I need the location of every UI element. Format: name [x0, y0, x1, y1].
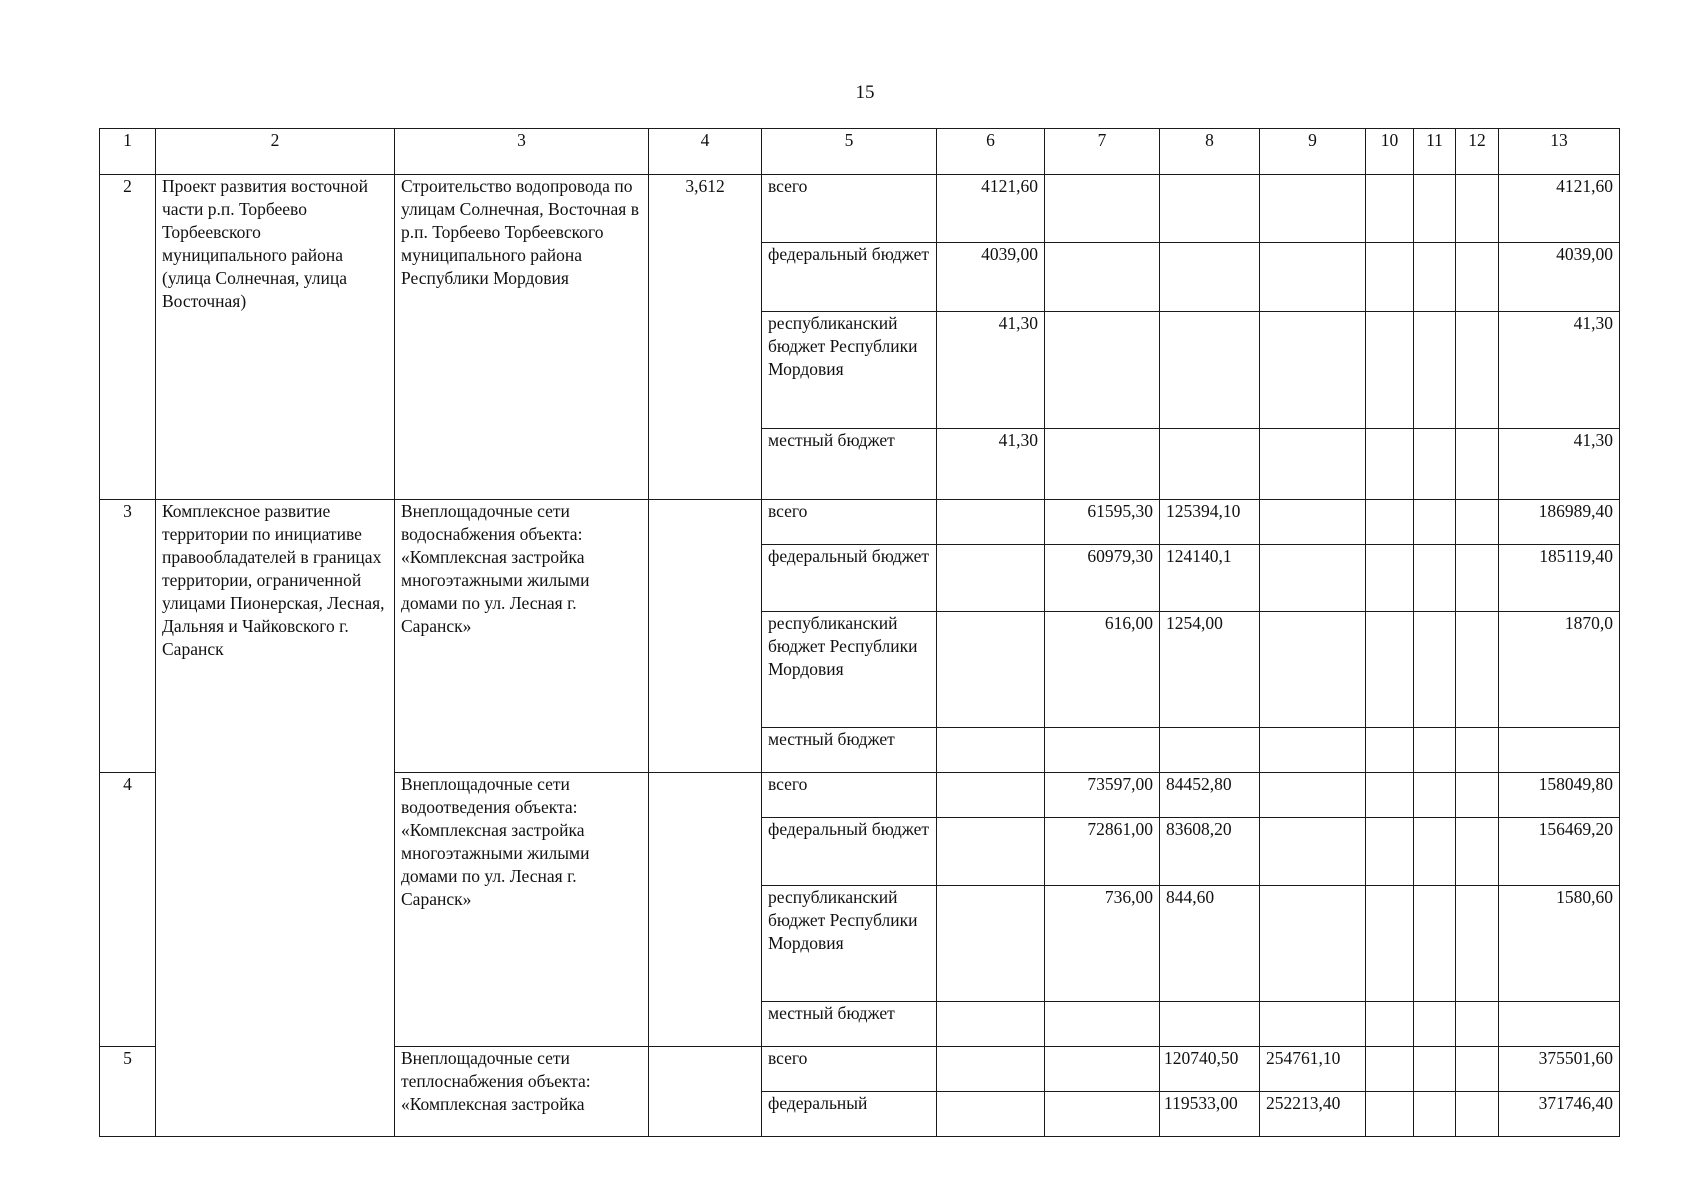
value-cell [937, 1002, 1045, 1047]
empty-cell [1366, 243, 1414, 312]
value-cell [1260, 545, 1366, 612]
empty-cell [1366, 1047, 1414, 1092]
value-cell: 124140,1 [1160, 545, 1260, 612]
header-cell: 13 [1499, 129, 1620, 175]
object-name: Внеплощадочные сети водоснабжения объекта: «Комплексная застройка многоэтажными жилыми домами по ул. Лесная г. Саранск» [395, 500, 649, 773]
total-cell: 4039,00 [1499, 243, 1620, 312]
empty-cell [1366, 728, 1414, 773]
empty-cell [1414, 818, 1456, 886]
funding-source: республиканский бюджет Республики Мордовия [762, 612, 937, 728]
empty-cell [1456, 773, 1499, 818]
funding-source: местный бюджет [762, 728, 937, 773]
funding-source: всего [762, 1047, 937, 1092]
header-cell: 3 [395, 129, 649, 175]
funding-source: республиканский бюджет Республики Мордовия [762, 312, 937, 429]
value-cell: 736,00 [1045, 886, 1160, 1002]
row-number: 2 [100, 175, 156, 500]
value-cell: 4121,60 [937, 175, 1045, 243]
empty-cell [1414, 886, 1456, 1002]
total-cell [1499, 728, 1620, 773]
value-cell: 120740,50 [1160, 1047, 1260, 1092]
empty-cell [1366, 773, 1414, 818]
empty-cell [1414, 429, 1456, 500]
total-cell: 41,30 [1499, 429, 1620, 500]
value-cell [1045, 1002, 1160, 1047]
page-number: 15 [855, 82, 875, 103]
total-cell: 185119,40 [1499, 545, 1620, 612]
value-cell [1260, 500, 1366, 545]
empty-cell [1414, 612, 1456, 728]
empty-cell [1366, 1002, 1414, 1047]
header-cell: 6 [937, 129, 1045, 175]
funding-source: местный бюджет [762, 1002, 937, 1047]
object-name: Внеплощадочные сети теплоснабжения объекта: «Комплексная застройка [395, 1047, 649, 1137]
total-cell [1499, 1002, 1620, 1047]
value-cell: 125394,10 [1160, 500, 1260, 545]
value-cell [1160, 312, 1260, 429]
value-cell: 1254,00 [1160, 612, 1260, 728]
empty-cell [1456, 1047, 1499, 1092]
total-cell: 156469,20 [1499, 818, 1620, 886]
empty-cell [1366, 612, 1414, 728]
header-cell: 8 [1160, 129, 1260, 175]
funding-source: всего [762, 773, 937, 818]
empty-cell [1414, 728, 1456, 773]
length-value [649, 500, 762, 773]
value-cell [1260, 243, 1366, 312]
header-cell: 9 [1260, 129, 1366, 175]
total-cell: 371746,40 [1499, 1092, 1620, 1137]
investment-table [99, 128, 1620, 1137]
empty-cell [1366, 886, 1414, 1002]
value-cell [937, 545, 1045, 612]
value-cell: 616,00 [1045, 612, 1160, 728]
value-cell: 41,30 [937, 312, 1045, 429]
length-value: 3,612 [649, 175, 762, 500]
empty-cell [1456, 1092, 1499, 1137]
empty-cell [1456, 728, 1499, 773]
value-cell [1260, 429, 1366, 500]
header-cell: 11 [1414, 129, 1456, 175]
row-number: 3 [100, 500, 156, 773]
funding-source: республиканский бюджет Республики Мордовия [762, 886, 937, 1002]
value-cell [1260, 728, 1366, 773]
empty-cell [1414, 500, 1456, 545]
empty-cell [1456, 545, 1499, 612]
empty-cell [1456, 612, 1499, 728]
value-cell [1045, 175, 1160, 243]
value-cell: 119533,00 [1160, 1092, 1260, 1137]
value-cell [1045, 429, 1160, 500]
header-cell: 10 [1366, 129, 1414, 175]
value-cell [937, 1047, 1045, 1092]
row-number: 5 [100, 1047, 156, 1137]
total-cell: 186989,40 [1499, 500, 1620, 545]
length-value [649, 773, 762, 1047]
value-cell: 4039,00 [937, 243, 1045, 312]
funding-source: федеральный бюджет [762, 243, 937, 312]
value-cell: 252213,40 [1260, 1092, 1366, 1137]
funding-source: всего [762, 500, 937, 545]
project-name: Проект развития восточной части р.п. Торбеево Торбеевского муниципального района (улица Солнечная, улица Восточная) [156, 175, 395, 500]
value-cell [1045, 1092, 1160, 1137]
value-cell [1160, 175, 1260, 243]
header-cell: 1 [100, 129, 156, 175]
value-cell [1260, 773, 1366, 818]
value-cell [937, 886, 1045, 1002]
header-cell: 7 [1045, 129, 1160, 175]
length-value [649, 1047, 762, 1137]
value-cell: 72861,00 [1045, 818, 1160, 886]
empty-cell [1456, 886, 1499, 1002]
value-cell [937, 728, 1045, 773]
value-cell [1160, 429, 1260, 500]
value-cell [937, 500, 1045, 545]
value-cell [1260, 312, 1366, 429]
empty-cell [1414, 175, 1456, 243]
value-cell [1260, 612, 1366, 728]
value-cell: 844,60 [1160, 886, 1260, 1002]
empty-cell [1456, 818, 1499, 886]
header-cell: 12 [1456, 129, 1499, 175]
value-cell [1260, 175, 1366, 243]
total-cell: 41,30 [1499, 312, 1620, 429]
total-cell: 4121,60 [1499, 175, 1620, 243]
empty-cell [1456, 175, 1499, 243]
empty-cell [1414, 312, 1456, 429]
value-cell: 84452,80 [1160, 773, 1260, 818]
empty-cell [1414, 1092, 1456, 1137]
total-cell: 1870,0 [1499, 612, 1620, 728]
value-cell: 61595,30 [1045, 500, 1160, 545]
empty-cell [1456, 429, 1499, 500]
value-cell [937, 612, 1045, 728]
empty-cell [1366, 1092, 1414, 1137]
empty-cell [1414, 545, 1456, 612]
project-name: Комплексное развитие территории по инициативе правообладателей в границах территории, ограниченной улицами Пионерская, Лесная, Дальняя и Чайковского г. Саранск [156, 500, 395, 1137]
empty-cell [1366, 429, 1414, 500]
header-row [100, 129, 1620, 175]
object-name: Строительство водопровода по улицам Солнечная, Восточная в р.п. Торбеево Торбеевского муниципального района Республики Мордовия [395, 175, 649, 500]
value-cell [1045, 243, 1160, 312]
header-cell: 4 [649, 129, 762, 175]
total-cell: 1580,60 [1499, 886, 1620, 1002]
value-cell [1260, 818, 1366, 886]
empty-cell [1366, 818, 1414, 886]
table-row [100, 500, 1620, 545]
empty-cell [1414, 1002, 1456, 1047]
value-cell [1045, 728, 1160, 773]
value-cell [937, 818, 1045, 886]
value-cell: 41,30 [937, 429, 1045, 500]
funding-source: всего [762, 175, 937, 243]
object-name: Внеплощадочные сети водоотведения объекта: «Комплексная застройка многоэтажными жилыми домами по ул. Лесная г. Саранск» [395, 773, 649, 1047]
value-cell [937, 1092, 1045, 1137]
value-cell [1160, 1002, 1260, 1047]
table-row [100, 175, 1620, 243]
empty-cell [1366, 175, 1414, 243]
value-cell [1160, 728, 1260, 773]
empty-cell [1456, 500, 1499, 545]
value-cell [1260, 886, 1366, 1002]
value-cell [1260, 1002, 1366, 1047]
value-cell [1045, 312, 1160, 429]
total-cell: 158049,80 [1499, 773, 1620, 818]
empty-cell [1456, 1002, 1499, 1047]
funding-source: местный бюджет [762, 429, 937, 500]
header-cell: 5 [762, 129, 937, 175]
value-cell [937, 773, 1045, 818]
empty-cell [1366, 500, 1414, 545]
empty-cell [1366, 312, 1414, 429]
empty-cell [1414, 773, 1456, 818]
empty-cell [1456, 312, 1499, 429]
funding-source: федеральный бюджет [762, 545, 937, 612]
value-cell: 254761,10 [1260, 1047, 1366, 1092]
value-cell: 83608,20 [1160, 818, 1260, 886]
value-cell: 73597,00 [1045, 773, 1160, 818]
row-number: 4 [100, 773, 156, 1047]
value-cell: 60979,30 [1045, 545, 1160, 612]
empty-cell [1414, 243, 1456, 312]
funding-source: федеральный бюджет [762, 818, 937, 886]
value-cell [1045, 1047, 1160, 1092]
funding-source: федеральный [762, 1092, 937, 1137]
empty-cell [1366, 545, 1414, 612]
value-cell [1160, 243, 1260, 312]
total-cell: 375501,60 [1499, 1047, 1620, 1092]
empty-cell [1414, 1047, 1456, 1092]
empty-cell [1456, 243, 1499, 312]
header-cell: 2 [156, 129, 395, 175]
